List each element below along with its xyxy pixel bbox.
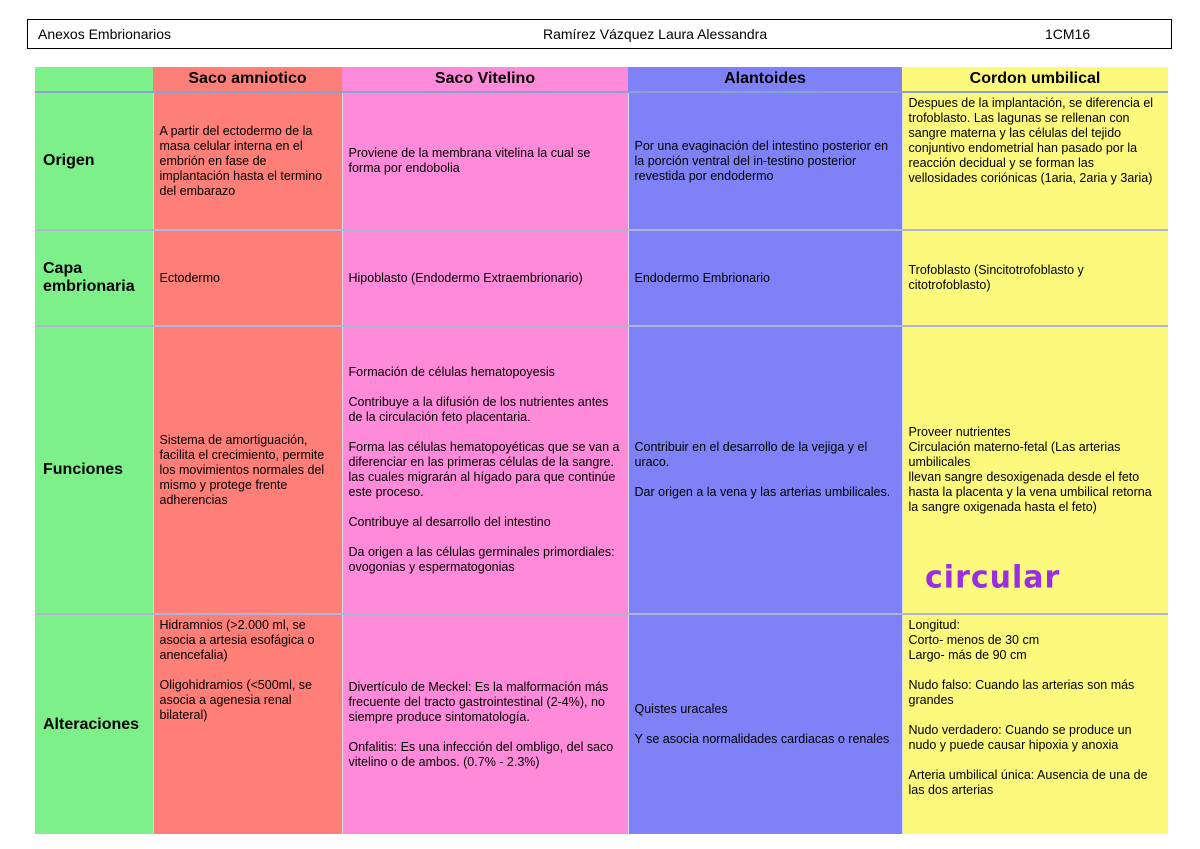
author-name: Ramírez Vázquez Laura Alessandra [543, 26, 768, 42]
corner-cell [35, 67, 153, 92]
cell-origen-cordon: Despues de la implantación, se diferencia el trofoblasto. Las lagunas se rellenan con sangre materna y las células del tejido conjuntivo endometrial han pasado por la reacción decidual y se forman las vellosidades coriónicas (1aria, 2aria y 3aria) [902, 92, 1168, 230]
cell-alteraciones-vitelino: Divertículo de Meckel: Es la malformación más frecuente del tracto gastrointestinal (2-4%), no siempre produce sintomatología. Onfalitis: Es una infección del ombligo, del saco vitelino o de ambos. (0.7% - 2.3%) [342, 614, 628, 834]
column-header-alantoides: Alantoides [628, 67, 902, 92]
cell-funciones-vitelino: Formación de células hematopoyesis Contribuye a la difusión de los nutrientes antes de la circulación feto placentaria. Forma las células hematopoyéticas que se van a diferenciar en las primeras células de la sangre. las cuales migrarán al hígado para que continúe este proceso. Contribuye al desarrollo del intestino Da origen a las células germinales primordiales: ovogonias y espermatogonias [342, 326, 628, 614]
cell-origen-vitelino: Proviene de la membrana vitelina la cual se forma por endobolia [342, 92, 628, 230]
row-label-funciones: Funciones [35, 326, 153, 614]
cell-capa-amniotico: Ectodermo [153, 230, 342, 326]
cell-alteraciones-amniotico: Hidramnios (>2.000 ml, se asocia a artesia esofágica o anencefalia) Oligohidramios (<500ml, se asocia a agenesia renal bilateral) [153, 614, 342, 834]
cell-origen-amniotico: A partir del ectodermo de la masa celular interna en el embrión en fase de implantación hasta el termino del embarazo [153, 92, 342, 230]
cell-funciones-cordon: Proveer nutrientes Circulación materno-fetal (Las arterias umbilicales llevan sangre desoxigenada desde el feto hasta la placenta y la vena umbilical retorna la sangre oxigenada hasta el feto) [902, 326, 1168, 614]
column-header-amniotico: Saco amniotico [153, 67, 342, 92]
table-row-alteraciones [35, 614, 1168, 834]
cell-capa-alantoides: Endodermo Embrionario [628, 230, 902, 326]
column-header-cordon: Cordon umbilical [902, 67, 1168, 92]
table-row-origen [35, 92, 1168, 230]
group-code: 1CM16 [1045, 26, 1091, 42]
cell-funciones-alantoides: Contribuir en el desarrollo de la vejiga y el uraco. Dar origen a la vena y las arterias umbilicales. [628, 326, 902, 614]
handwritten-annotation: circular [925, 559, 1061, 596]
cell-funciones-amniotico: Sistema de amortiguación, facilita el crecimiento, permite los movimientos normales del mismo y protege frente adherencias [153, 326, 342, 614]
table-row-capa [35, 230, 1168, 326]
column-header-vitelino: Saco Vitelino [342, 67, 628, 92]
document-header [27, 19, 1172, 49]
cell-capa-vitelino: Hipoblasto (Endodermo Extraembrionario) [342, 230, 628, 326]
row-label-origen: Origen [35, 92, 153, 230]
comparison-table [35, 67, 1168, 834]
cell-capa-cordon: Trofoblasto (Sincitotrofoblasto y citotrofoblasto) [902, 230, 1168, 326]
cell-alteraciones-cordon: Longitud: Corto- menos de 30 cm Largo- más de 90 cm Nudo falso: Cuando las arterias son más grandes Nudo verdadero: Cuando se produce un nudo y puede causar hipoxia y anoxia Arteria umbilical única: Ausencia de una de las dos arterias [902, 614, 1168, 834]
row-label-alteraciones: Alteraciones [35, 614, 153, 834]
subject-title: Anexos Embrionarios [38, 26, 172, 42]
cell-alteraciones-alantoides: Quistes uracales Y se asocia normalidades cardiacas o renales [628, 614, 902, 834]
cell-origen-alantoides: Por una evaginación del intestino posterior en la porción ventral del in-testino posterior revestida por endodermo [628, 92, 902, 230]
row-label-capa: Capa embrionaria [35, 230, 153, 326]
table-header-row [35, 67, 1168, 92]
